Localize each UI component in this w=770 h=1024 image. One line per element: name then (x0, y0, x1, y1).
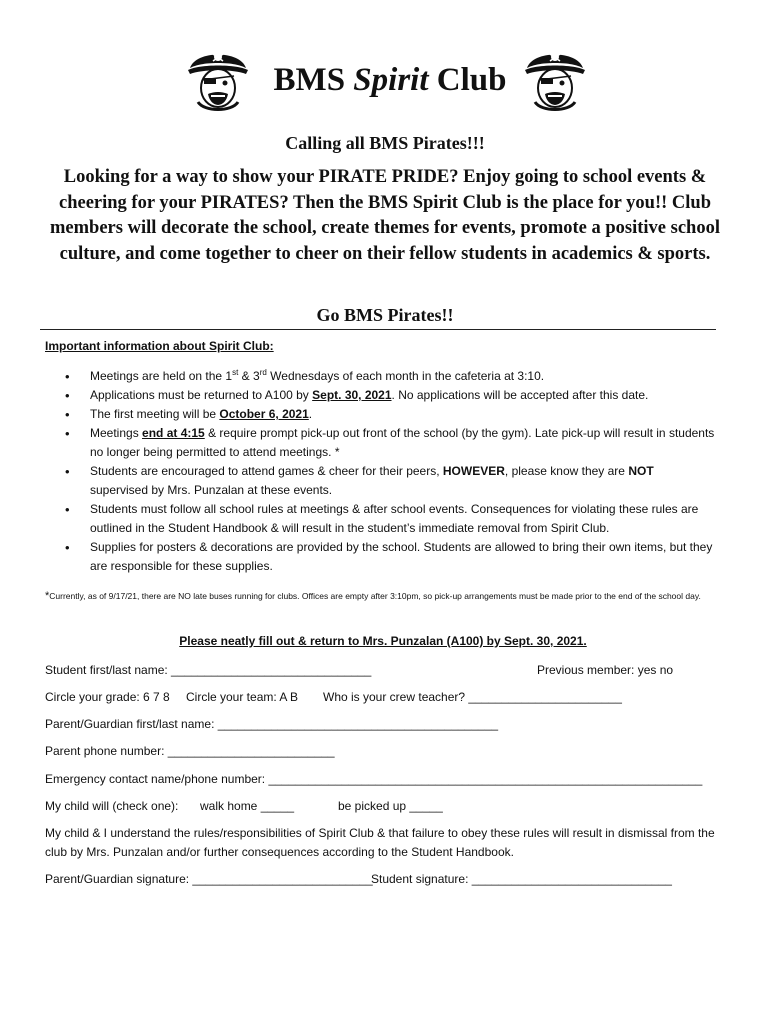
info-list (45, 367, 715, 576)
list-item: • Meetings are held on the 1st & 3rd Wednesdays of each month in the cafeteria at 3:10. (45, 367, 715, 386)
go-pirates-heading: Go BMS Pirates!! (316, 305, 454, 325)
student-name-field[interactable]: Student first/last name: ______________________________ (45, 663, 372, 677)
list-item: • Students are encouraged to attend games & cheer for their peers, HOWEVER, please know they are NOT supervised by Mrs. Punzalan at these events. (45, 462, 715, 500)
calling-heading: Calling all BMS Pirates!!! (285, 133, 485, 153)
footnote: *Currently, as of 9/17/21, there are NO late buses running for clubs. Offices are empty after 3:10pm, so pick-up arrangements must be made prior to the end of the school day. (45, 590, 701, 602)
section-title: Important information about Spirit Club: (45, 339, 274, 353)
picked-up-option[interactable]: be picked up _____ (338, 799, 443, 813)
agreement-paragraph: My child & I understand the rules/responsibilities of Spirit Club & that failure to obey these rules will result in dismissal from the club by Mrs. Punzalan and/or further consequences according to the Student Handbook. (45, 826, 715, 859)
form-title: Please neatly fill out & return to Mrs. Punzalan (A100) by Sept. 30, 2021. (179, 634, 587, 648)
crew-teacher-field[interactable]: Who is your crew teacher? _______________________ (323, 690, 622, 704)
list-item: • Supplies for posters & decorations are provided by the school. Students are allowed to bring their own items, but they are responsible for these supplies. (45, 538, 715, 576)
list-item: • Applications must be returned to A100 by Sept. 30, 2021. No applications will be accepted after this date. (45, 386, 715, 405)
intro-paragraph: Looking for a way to show your PIRATE PRIDE? Enjoy going to school events & cheering for your PIRATES? Then the BMS Spirit Club is the place for you!! Club members will decorate the school, create themes for events, promote a positive school culture, and come together to cheer on their fellow students in academics & sports. (50, 167, 720, 264)
pirate-logo-left-icon (186, 46, 250, 112)
team-field[interactable]: Circle your team: A B (186, 690, 299, 704)
grade-field[interactable]: Circle your grade: 6 7 8 (45, 690, 170, 704)
list-item: • The first meeting will be October 6, 2021. (45, 405, 715, 424)
guardian-signature-field[interactable]: Parent/Guardian signature: ___________________________ (45, 872, 373, 886)
child-will-label: My child will (check one): (45, 799, 179, 813)
divider (40, 329, 716, 330)
emergency-contact-field[interactable]: Emergency contact name/phone number: _________________________________________________________________ (45, 772, 703, 786)
pirate-logo-right-icon (523, 46, 587, 112)
page-title: BMS Spirit Club (273, 62, 507, 98)
parent-phone-field[interactable]: Parent phone number: _________________________ (45, 744, 335, 758)
previous-member-field[interactable]: Previous member: yes no (537, 663, 674, 677)
header (0, 46, 770, 112)
guardian-name-field[interactable]: Parent/Guardian first/last name: __________________________________________ (45, 717, 499, 731)
student-signature-field[interactable]: Student signature: ______________________________ (371, 872, 672, 886)
list-item: • Meetings end at 4:15 & require prompt pick-up out front of the school (by the gym). Late pick-up will result in students no longer being permitted to attend meetings. * (45, 424, 715, 462)
walk-home-option[interactable]: walk home _____ (200, 799, 295, 813)
list-item: • Students must follow all school rules at meetings & after school events. Consequences for violating these rules are outlined in the Student Handbook & will result in the student’s immediate removal from Spirit Club. (45, 500, 715, 538)
